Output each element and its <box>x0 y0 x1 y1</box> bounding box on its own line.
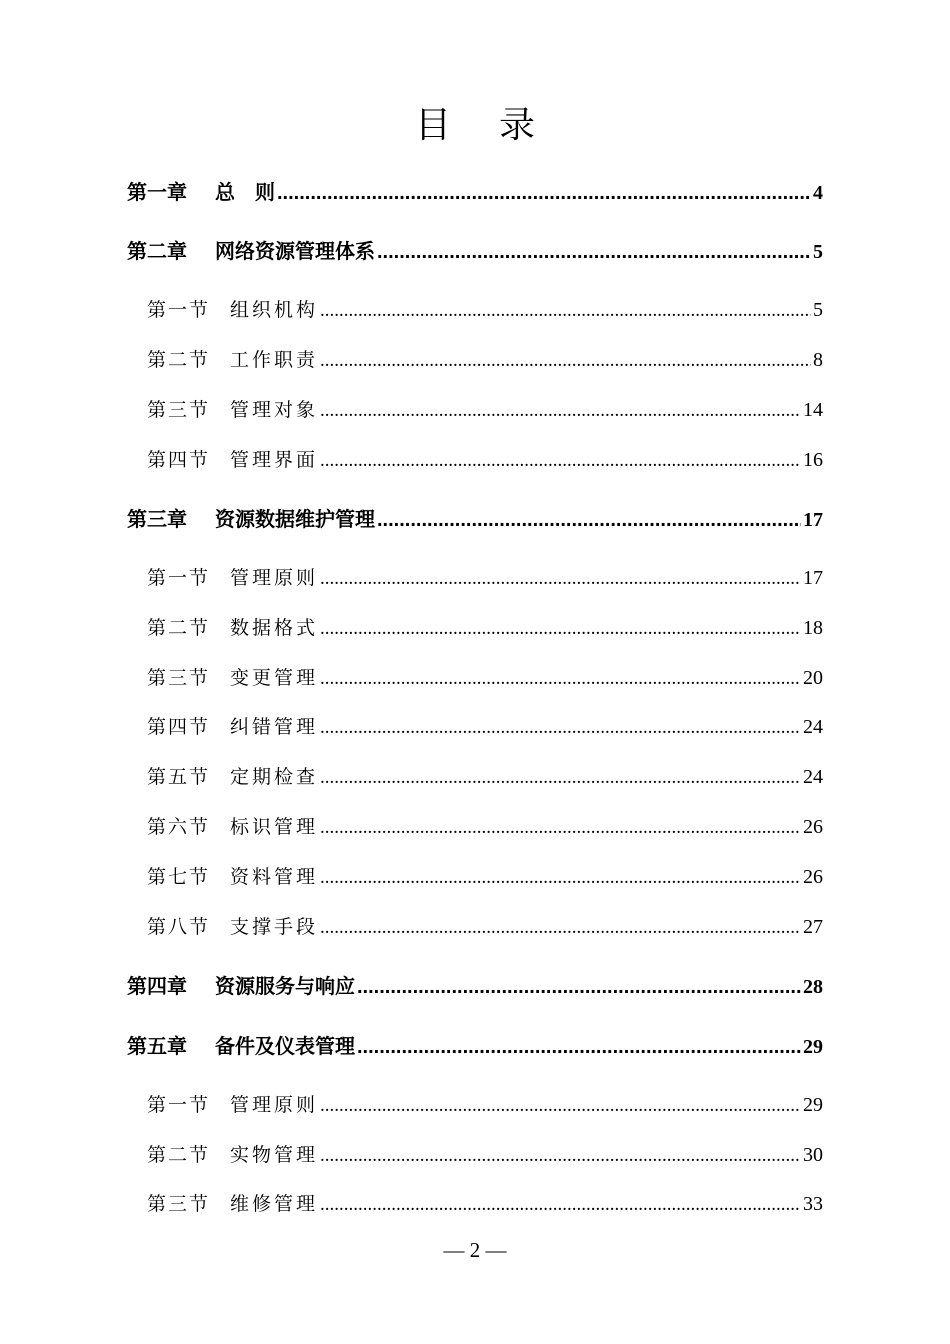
toc-entry-title: 管理原则 <box>230 567 319 589</box>
toc-entry-number: 第五节 <box>147 766 211 788</box>
toc-entry-page: 29 <box>803 1094 823 1116</box>
dot-leader <box>320 664 801 694</box>
toc-entry-number: 第一节 <box>147 299 211 321</box>
dot-leader <box>320 296 811 326</box>
toc-entry-title: 备件及仪表管理 <box>215 1034 355 1058</box>
toc-entry[interactable] <box>147 663 823 693</box>
toc-entry-title: 资料管理 <box>230 866 319 888</box>
dot-leader <box>320 913 801 943</box>
toc-entry-title: 定期检查 <box>230 766 319 788</box>
dot-leader <box>320 813 801 843</box>
dot-leader <box>320 396 801 426</box>
toc-entry-number: 第一节 <box>147 567 211 589</box>
toc-entry-title: 总 则 <box>215 180 275 204</box>
toc-entry-title: 资源数据维护管理 <box>215 507 375 531</box>
toc-entry[interactable] <box>147 1189 823 1219</box>
toc-entry-page: 29 <box>803 1036 823 1058</box>
dot-leader <box>377 237 811 267</box>
toc-entry[interactable] <box>147 445 823 475</box>
dot-leader <box>357 972 801 1002</box>
toc-entry-title: 工作职责 <box>230 349 319 371</box>
toc-entry-number: 第二节 <box>147 349 211 371</box>
toc-entry-title: 管理原则 <box>230 1094 319 1116</box>
page-number-footer: — 2 — <box>443 1238 507 1262</box>
toc-entry-number: 第二节 <box>147 1144 211 1166</box>
dot-leader <box>320 863 801 893</box>
toc-entry-title: 标识管理 <box>230 816 319 838</box>
toc-entry-page: 17 <box>803 567 823 589</box>
toc-entry-page: 14 <box>803 399 823 421</box>
toc-entry-number: 第三节 <box>147 399 211 421</box>
toc-entry-title: 管理对象 <box>230 399 319 421</box>
toc-entry[interactable] <box>147 395 823 425</box>
toc-entry[interactable] <box>147 613 823 643</box>
toc-entry[interactable] <box>147 1140 823 1170</box>
toc-entry-number: 第三章 <box>127 507 187 531</box>
toc-entry-title: 管理界面 <box>230 449 319 471</box>
dot-leader <box>357 1032 801 1062</box>
dot-leader <box>320 763 801 793</box>
toc-entry-number: 第六节 <box>147 816 211 838</box>
toc-entry-page: 26 <box>803 816 823 838</box>
toc-entry-page: 24 <box>803 766 823 788</box>
toc-entry-page: 16 <box>803 449 823 471</box>
toc-entry[interactable] <box>147 762 823 792</box>
toc-entry-page: 5 <box>813 241 823 263</box>
toc-entry[interactable] <box>147 345 823 375</box>
toc-entry[interactable] <box>147 862 823 892</box>
toc-entry-title: 网络资源管理体系 <box>215 239 375 263</box>
page-title: 目录 <box>414 105 583 146</box>
toc-entry-page: 26 <box>803 866 823 888</box>
toc-entry-number: 第三节 <box>147 1193 211 1215</box>
toc-entry-page: 30 <box>803 1144 823 1166</box>
toc-entry-page: 5 <box>813 299 823 321</box>
toc-entry[interactable] <box>147 912 823 942</box>
toc-entry-number: 第二章 <box>127 239 187 263</box>
toc-entry-title: 纠错管理 <box>230 716 319 738</box>
toc-entry-page: 28 <box>803 976 823 998</box>
toc-entry[interactable] <box>127 236 823 266</box>
toc-entry[interactable] <box>127 971 823 1001</box>
toc-entry-number: 第八节 <box>147 916 211 938</box>
dot-leader <box>320 713 801 743</box>
toc-entry-title: 数据格式 <box>230 617 319 639</box>
toc-entry-title: 维修管理 <box>230 1193 319 1215</box>
toc-entry-number: 第四章 <box>127 974 187 998</box>
toc-entry-page: 33 <box>803 1193 823 1215</box>
toc-entry[interactable] <box>147 1090 823 1120</box>
toc-entry-page: 27 <box>803 916 823 938</box>
toc-entry[interactable] <box>147 295 823 325</box>
dot-leader <box>320 1141 801 1171</box>
toc-entry-number: 第五章 <box>127 1034 187 1058</box>
dot-leader <box>377 505 801 535</box>
toc-entry-page: 17 <box>803 509 823 531</box>
toc-entry-page: 8 <box>813 349 823 371</box>
toc-entry-number: 第七节 <box>147 866 211 888</box>
toc-entry[interactable] <box>147 712 823 742</box>
toc-entry[interactable] <box>127 177 823 207</box>
dot-leader <box>320 1091 801 1121</box>
toc-entry-title: 实物管理 <box>230 1144 319 1166</box>
toc-entry[interactable] <box>127 504 823 534</box>
toc-entry-title: 支撑手段 <box>230 916 319 938</box>
toc-entry[interactable] <box>147 812 823 842</box>
dot-leader <box>320 614 801 644</box>
toc-entry-page: 4 <box>813 182 823 204</box>
toc-entry-page: 24 <box>803 716 823 738</box>
toc-entry-page: 20 <box>803 667 823 689</box>
toc-entry-number: 第二节 <box>147 617 211 639</box>
toc-entry-number: 第一节 <box>147 1094 211 1116</box>
toc-entry-number: 第一章 <box>127 180 187 204</box>
toc-entry-page: 18 <box>803 617 823 639</box>
dot-leader <box>320 346 811 376</box>
dot-leader <box>320 446 801 476</box>
toc-entry-title: 资源服务与响应 <box>215 974 355 998</box>
toc-entry-number: 第四节 <box>147 716 211 738</box>
toc-entry[interactable] <box>147 563 823 593</box>
toc-entry-title: 变更管理 <box>230 667 319 689</box>
toc-entry-title: 组织机构 <box>230 299 319 321</box>
toc-entry-number: 第三节 <box>147 667 211 689</box>
toc-entry[interactable] <box>127 1031 823 1061</box>
dot-leader <box>320 1190 801 1220</box>
dot-leader <box>320 564 801 594</box>
toc-entry-number: 第四节 <box>147 449 211 471</box>
dot-leader <box>277 178 811 208</box>
